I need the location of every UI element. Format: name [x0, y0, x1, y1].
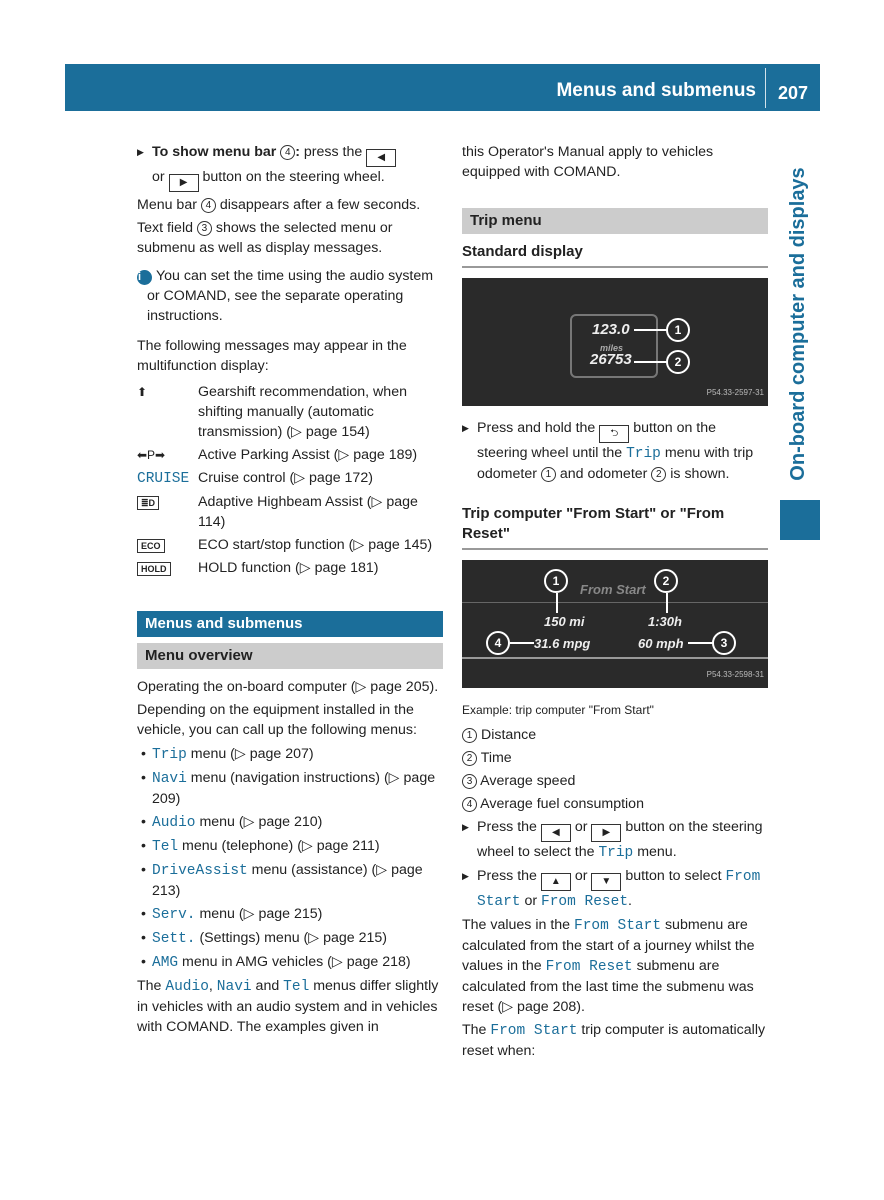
- table-row: CRUISE Cruise control (▷ page 172): [137, 470, 373, 487]
- right-arrow-key-icon: ▶: [169, 174, 199, 192]
- list-item: 3 Average speed: [462, 771, 768, 791]
- step-show-menu-bar: ▶ To show menu bar 4 : press the ◀ or ▶ button on the steering wheel.: [137, 142, 443, 192]
- fuel-value: 31.6 mpg: [534, 636, 591, 651]
- list-item: • Tel menu (telephone) (▷ page 211): [137, 836, 443, 857]
- table-row: HOLD HOLD function (▷ page 181): [137, 558, 443, 581]
- table-row: ⬅P➡ Active Parking Assist (▷ page 189): [137, 447, 418, 463]
- info-icon: i: [137, 270, 152, 285]
- paragraph-depending: Depending on the equipment installed in the vehicle, you can call up the following menus:: [137, 702, 417, 738]
- cruise-icon: CRUISE: [137, 471, 190, 487]
- list-item: • Navi menu (navigation instructions) (▷ page 209): [137, 768, 443, 809]
- display-messages-table: [137, 382, 443, 581]
- callout-2: 2: [666, 350, 690, 374]
- callout-3: 3: [712, 631, 736, 655]
- left-arrow-key-icon: ◀: [541, 824, 571, 842]
- subsection-heading: Menu overview: [137, 643, 443, 669]
- eco-icon: ECO: [137, 539, 165, 553]
- right-column: [462, 142, 768, 1064]
- paragraph-messages-intro: The following messages may appear in the multifunction display:: [137, 338, 407, 374]
- paragraph-operating: Operating the on-board computer (▷ page 205).: [137, 679, 439, 695]
- speed-value: 60 mph: [638, 636, 684, 651]
- chapter-side-tab-label: On-board computer and displays: [787, 166, 809, 481]
- table-row: ⬆ Gearshift recommendation, when shifting manually (automatic transmission) (▷ page 154): [137, 384, 407, 440]
- page-header: [65, 64, 820, 111]
- callout-4: 4: [201, 198, 216, 213]
- callout-1: 1: [541, 467, 556, 482]
- table-row: ECO ECO start/stop function (▷ page 145): [137, 535, 443, 558]
- table-row: ≣D Adaptive Highbeam Assist (▷ page 114): [137, 492, 443, 535]
- image-caption: Example: trip computer "From Start": [462, 703, 654, 717]
- info-note: i You can set the time using the audio system or COMAND, see the separate operating instructions.: [137, 268, 434, 324]
- section-heading: Menus and submenus: [137, 611, 443, 637]
- back-key-icon: ⮌: [599, 425, 629, 443]
- standard-display-image: [462, 278, 768, 406]
- header-divider: [765, 68, 766, 108]
- callout-3: 3: [197, 221, 212, 236]
- standard-display-heading: Standard display: [462, 242, 768, 268]
- paragraph-continuation: this Operator's Manual apply to vehicles equipped with COMAND.: [462, 144, 714, 180]
- odometer-unit: miles: [600, 343, 624, 353]
- odometer-value: 26753: [590, 351, 632, 368]
- callout-2: 2: [654, 569, 678, 593]
- list-item: • DriveAssist menu (assistance) (▷ page 213): [137, 860, 443, 901]
- paragraph-menu-bar-disappears: Menu bar 4 disappears after a few seconds.: [137, 197, 421, 213]
- callout-4: 4: [486, 631, 510, 655]
- trip-odometer-value: 123.0: [592, 321, 630, 338]
- callout-2: 2: [651, 467, 666, 482]
- chapter-tab-marker: [780, 500, 820, 540]
- image-reference: P54.33-2597-31: [706, 388, 764, 397]
- highbeam-assist-icon: ≣D: [137, 496, 159, 510]
- step-select-from: ▶ Press the ▲ or ▼ button to select From Start or From Reset.: [462, 866, 768, 912]
- paragraph-auto-reset: The From Start trip computer is automatically reset when:: [462, 1022, 766, 1059]
- time-value: 1:30h: [648, 614, 682, 629]
- parking-assist-icon: ⬅P➡: [137, 448, 166, 462]
- step-press-hold: ▶ Press and hold the ⮌ button on the steering wheel until the Trip menu with trip odometer 1 and odometer 2 is shown.: [462, 418, 768, 484]
- right-arrow-key-icon: ▶: [591, 824, 621, 842]
- down-arrow-key-icon: ▼: [591, 873, 621, 891]
- list-item: • AMG menu in AMG vehicles (▷ page 218): [137, 952, 443, 973]
- page-number: 207: [777, 83, 808, 103]
- trip-computer-image: [462, 560, 768, 688]
- list-item: • Trip menu (▷ page 207): [137, 744, 443, 765]
- list-item: 1 Distance: [462, 725, 768, 745]
- paragraph-values: The values in the From Start submenu are calculated from the start of a journey whilst the values in the From Reset submenu are calculated from the last time the submenu was reset (▷ page 208).: [462, 917, 755, 1015]
- left-arrow-key-icon: ◀: [366, 149, 396, 167]
- callout-1: 1: [544, 569, 568, 593]
- list-item: • Audio menu (▷ page 210): [137, 812, 443, 833]
- list-item: 4 Average fuel consumption: [462, 794, 768, 814]
- callout-4: 4: [280, 145, 295, 160]
- gearshift-icon: ⬆: [137, 385, 148, 399]
- left-column: [137, 142, 443, 1040]
- paragraph-menus-differ: The Audio, Navi and Tel menus differ slightly in vehicles with an audio system and in vehicles with COMAND. The examples given in: [137, 978, 439, 1035]
- list-item: • Sett. (Settings) menu (▷ page 215): [137, 928, 443, 949]
- chapter-side-tab: [780, 157, 816, 490]
- step-select-trip: ▶ Press the ◀ or ▶ button on the steering wheel to select the Trip menu.: [462, 817, 768, 863]
- list-item: 2 Time: [462, 748, 768, 768]
- list-item: • Serv. menu (▷ page 215): [137, 904, 443, 925]
- up-arrow-key-icon: ▲: [541, 873, 571, 891]
- trip-computer-heading: Trip computer "From Start" or "From Reset": [462, 504, 768, 550]
- trip-menu-heading: Trip menu: [462, 208, 768, 234]
- paragraph-text-field: Text field 3 shows the selected menu or submenu as well as display messages.: [137, 220, 393, 256]
- image-reference: P54.33-2598-31: [706, 670, 764, 679]
- callout-legend: [462, 725, 768, 814]
- menu-list: [137, 744, 443, 973]
- header-title: Menus and submenus: [556, 80, 756, 101]
- distance-value: 150 mi: [544, 614, 585, 629]
- from-start-title: From Start: [580, 582, 646, 597]
- callout-1: 1: [666, 318, 690, 342]
- hold-icon: HOLD: [137, 562, 171, 576]
